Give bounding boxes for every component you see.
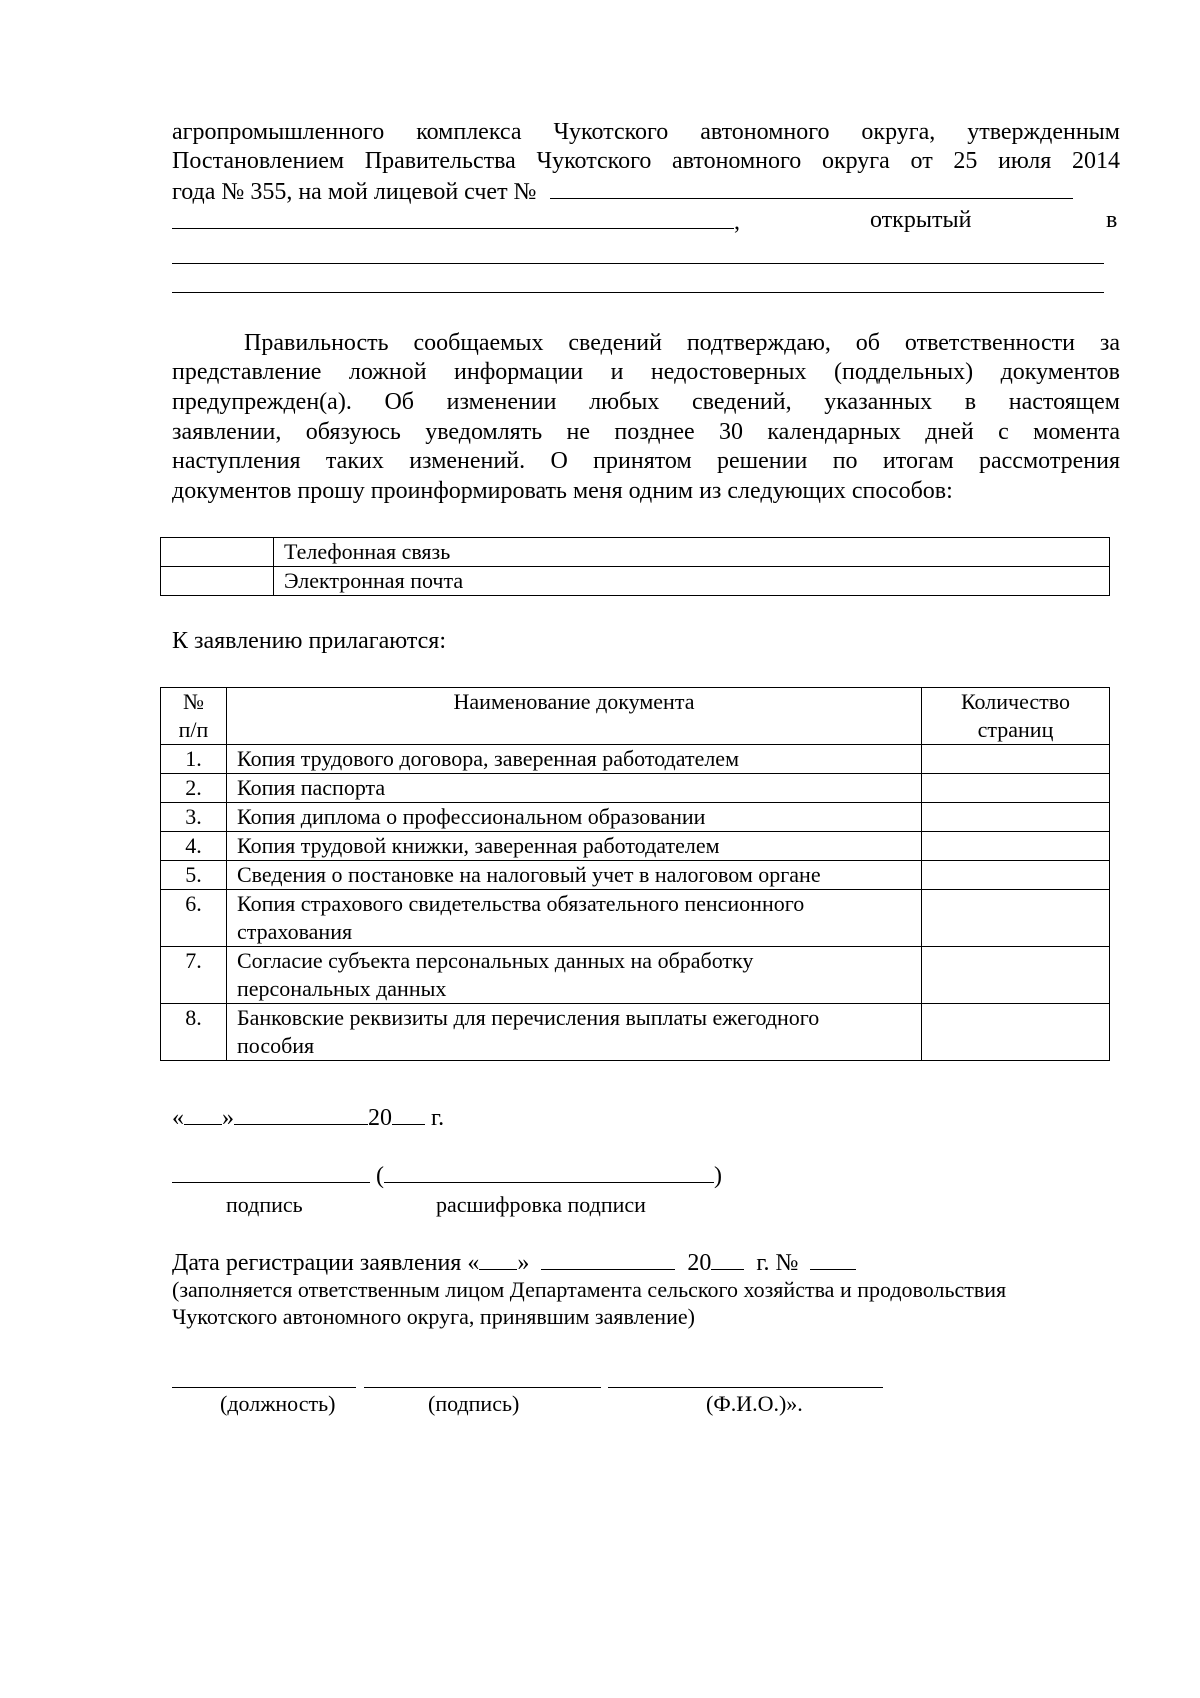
signature-close-paren: )	[714, 1163, 722, 1189]
signature-caption: подпись	[226, 1192, 303, 1217]
confirmation-line-2: представление ложной информации и недостоверных (поддельных) документов	[172, 359, 1120, 385]
position-field[interactable]	[172, 1387, 356, 1388]
registration-note-line-1: (заполняется ответственным лицом Департамента сельского хозяйства и продовольствия	[172, 1277, 1007, 1302]
signature-open-paren: (	[376, 1163, 384, 1189]
notify-checkbox-phone[interactable]	[161, 538, 274, 567]
row-doc-name: Копия трудовой книжки, заверенная работодателем	[227, 832, 922, 861]
official-name-caption: (Ф.И.О.)».	[706, 1391, 803, 1416]
intro-line-3	[172, 176, 1073, 208]
comma: ,	[734, 209, 740, 235]
bank-name-field[interactable]	[172, 263, 1104, 264]
header-num	[161, 688, 227, 745]
row-pages-cell[interactable]	[922, 861, 1110, 890]
registration-day-field[interactable]	[479, 1247, 517, 1270]
date-year-prefix: 20	[368, 1105, 392, 1131]
signature-decode-caption: расшифровка подписи	[436, 1192, 646, 1217]
intro-line-3-text: года № 355, на мой лицевой счет №	[172, 179, 537, 205]
registration-month-field[interactable]	[541, 1247, 675, 1270]
row-pages-cell[interactable]	[922, 1004, 1110, 1061]
notify-methods-table	[160, 537, 1110, 596]
row-num: 2.	[161, 774, 227, 803]
header-pages-line-1: Количество	[960, 689, 1071, 714]
row-doc-name: Копия диплома о профессиональном образовании	[227, 803, 922, 832]
row-doc-name: Сведения о постановке на налоговый учет в налоговом органе	[227, 861, 922, 890]
account-continuation-field[interactable]	[172, 206, 734, 229]
row-pages-cell[interactable]	[922, 803, 1110, 832]
registration-number-field[interactable]	[810, 1247, 856, 1270]
table-row	[161, 890, 1110, 947]
signature-decode-field[interactable]	[384, 1160, 714, 1183]
notify-method-email: Электронная почта	[274, 567, 1110, 596]
registration-note-line-2: Чукотского автономного округа, принявшим заявление)	[172, 1304, 695, 1329]
date-open-quote: «	[172, 1105, 184, 1131]
confirmation-line-4: заявлении, обязуюсь уведомлять не позднее 30 календарных дней с момента	[172, 419, 1120, 445]
date-month-field[interactable]	[234, 1102, 368, 1125]
attachments-heading: К заявлению прилагаются:	[172, 628, 447, 654]
row-num: 8.	[161, 1004, 227, 1061]
table-row	[161, 861, 1110, 890]
attachments-table	[160, 687, 1110, 1061]
in-label: в	[1106, 207, 1118, 233]
table-row	[161, 745, 1110, 774]
registration-label: Дата регистрации заявления «	[172, 1250, 480, 1276]
confirmation-line-6: документов прошу проинформировать меня одним из следующих способов:	[172, 478, 953, 504]
row-pages-cell[interactable]	[922, 745, 1110, 774]
table-row	[161, 774, 1110, 803]
date-day-field[interactable]	[184, 1102, 222, 1125]
signature-line	[172, 1160, 722, 1192]
registration-year-suffix: г. №	[756, 1250, 799, 1276]
bank-name-field-2[interactable]	[172, 292, 1104, 293]
header-num-line-1: №	[183, 689, 204, 714]
confirmation-line-3: предупрежден(а). Об изменении любых сведений, указанных в настоящем	[172, 389, 1120, 415]
intro-line-4	[172, 206, 740, 238]
row-doc-name: Копия страхового свидетельства обязательного пенсионного страхования	[227, 890, 922, 947]
intro-line-1: агропромышленного комплекса Чукотского автономного округа, утвержденным	[172, 119, 1120, 145]
date-close-quote: »	[222, 1105, 234, 1131]
row-doc-name: Банковские реквизиты для перечисления выплаты ежегодного пособия	[227, 1004, 922, 1061]
account-number-field[interactable]	[550, 176, 1073, 199]
table-row	[161, 567, 1110, 596]
opened-label: открытый	[870, 207, 972, 233]
row-num: 1.	[161, 745, 227, 774]
confirmation-line-5: наступления таких изменений. О принятом решении по итогам рассмотрения	[172, 448, 1120, 474]
row-num: 6.	[161, 890, 227, 947]
header-name: Наименование документа	[227, 688, 922, 745]
table-row	[161, 538, 1110, 567]
signature-field[interactable]	[172, 1160, 370, 1183]
notify-method-phone: Телефонная связь	[274, 538, 1110, 567]
row-pages-cell[interactable]	[922, 774, 1110, 803]
registration-year-field[interactable]	[711, 1247, 744, 1270]
intro-line-2: Постановлением Правительства Чукотского автономного округа от 25 июля 2014	[172, 148, 1120, 174]
registration-year-prefix: 20	[687, 1250, 712, 1276]
official-signature-field[interactable]	[364, 1387, 601, 1388]
table-row	[161, 947, 1110, 1004]
position-caption: (должность)	[220, 1391, 336, 1416]
date-year-suffix: г.	[431, 1105, 445, 1131]
date-line	[172, 1102, 444, 1134]
confirmation-line-1: Правильность сообщаемых сведений подтверждаю, об ответственности за	[244, 330, 1120, 356]
row-pages-cell[interactable]	[922, 890, 1110, 947]
registration-close-quote: »	[517, 1250, 530, 1276]
header-pages	[922, 688, 1110, 745]
table-header-row	[161, 688, 1110, 745]
header-num-line-2: п/п	[178, 717, 209, 742]
notify-checkbox-email[interactable]	[161, 567, 274, 596]
row-pages-cell[interactable]	[922, 947, 1110, 1004]
row-doc-name: Копия трудового договора, заверенная работодателем	[227, 745, 922, 774]
table-row	[161, 1004, 1110, 1061]
official-name-field[interactable]	[608, 1387, 883, 1388]
table-row	[161, 832, 1110, 861]
row-doc-name: Согласие субъекта персональных данных на обработку персональных данных	[227, 947, 922, 1004]
header-pages-line-2: страниц	[977, 717, 1054, 742]
row-pages-cell[interactable]	[922, 832, 1110, 861]
row-num: 5.	[161, 861, 227, 890]
table-row	[161, 803, 1110, 832]
row-num: 4.	[161, 832, 227, 861]
row-num: 7.	[161, 947, 227, 1004]
official-signature-caption: (подпись)	[428, 1391, 520, 1416]
row-num: 3.	[161, 803, 227, 832]
date-year-field[interactable]	[392, 1102, 425, 1125]
registration-line	[172, 1247, 856, 1279]
row-doc-name: Копия паспорта	[227, 774, 922, 803]
